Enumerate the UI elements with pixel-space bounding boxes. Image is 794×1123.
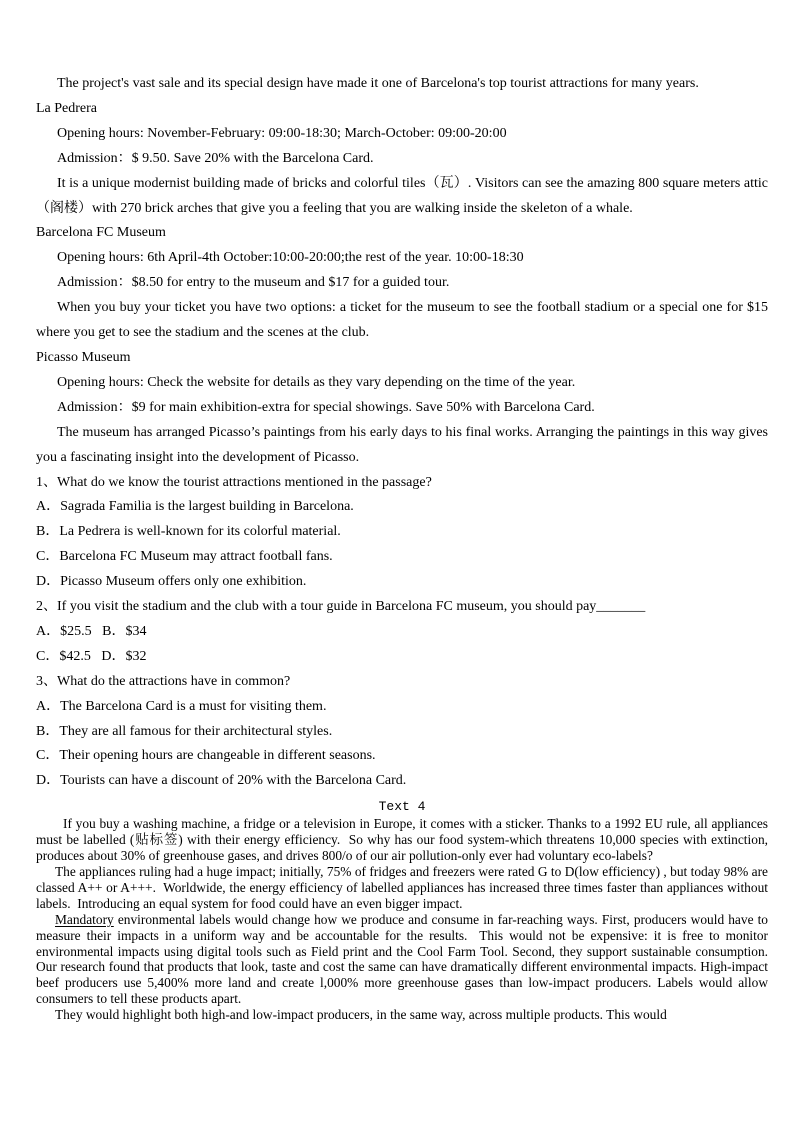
attraction-name-barcelona-fc-museum: Barcelona FC Museum <box>36 225 166 241</box>
text4-paragraph-3 <box>36 911 772 1007</box>
question-3-option-a: A．The Barcelona Card is a must for visiting them. <box>36 698 327 714</box>
attraction-admission: Admission：$ 9.50. Save 20% with the Barcelona Card. <box>57 150 374 166</box>
question-2-stem <box>36 595 768 620</box>
question-2-options-cd: C．$42.5 D．$32 <box>36 648 147 664</box>
text4-paragraph-2: The appliances ruling had a huge impact; initially, 75% of fridges and freezers were rated G to D(low efficiency) , but today 98% are classed A++ or A+++. Worldwide, the energy efficiency of labelled appliances has increased three times faster than appliances without labels. Introducing an equal system for food could have an even bigger impact. <box>36 864 772 911</box>
attraction-admission: Admission：$8.50 for entry to the museum and $17 for a guided tour. <box>57 275 450 291</box>
question-3-stem <box>36 670 768 695</box>
attraction-description: When you buy your ticket you have two options: a ticket for the museum to see the football stadium or a special one for $15 where you get to see the stadium and the scenes at the club. <box>36 300 772 341</box>
attraction-description: The museum has arranged Picasso’s paintings from his early days to his final works. Arranging the paintings in this way gives you a fascinating insight into the development of Picasso. <box>36 424 772 465</box>
passage-intro: The project's vast sale and its special design have made it one of Barcelona's top tourist attractions for many years. <box>57 76 699 91</box>
attraction-description: It is a unique modernist building made of bricks and colorful tiles（瓦）. Visitors can see the amazing 800 square meters attic（阁楼）with 270 brick arches that give you a feeling that you are walking inside the skeleton of a whale. <box>36 175 768 216</box>
underlined-word-mandatory: Mandatory <box>55 911 114 927</box>
attraction-name-picasso-museum: Picasso Museum <box>36 349 131 365</box>
question-1-option-c: C．Barcelona FC Museum may attract football fans. <box>36 549 333 565</box>
attraction-admission: Admission：$9 for main exhibition-extra for special showings. Save 50% with Barcelona Card. <box>57 399 595 415</box>
text4-paragraph-1: If you buy a washing machine, a fridge or a television in Europe, it comes with a sticker. Thanks to a 1992 EU rule, all appliances must be labelled (贴标签) with their energy efficiency. So why has our food system-which threatens 10,000 species with extinction, produces about 30% of greenhouse gases, and drives 800/o of our air pollution-only ever had voluntary eco-labels? <box>36 816 772 864</box>
question-1-option-a: A．Sagrada Familia is the largest building in Barcelona. <box>36 499 354 515</box>
question-1-option-b: B．La Pedrera is well-known for its colorful material. <box>36 524 341 540</box>
question-3-option-b: B．They are all famous for their architectural styles. <box>36 723 333 739</box>
question-text: What do we know the tourist attractions mentioned in the passage? <box>57 474 432 490</box>
attraction-opening-hours: Opening hours: November-February: 09:00-18:30; March-October: 09:00-20:00 <box>57 125 507 141</box>
text4-title: Text 4 <box>378 799 426 815</box>
question-text: What do the attractions have in common? <box>57 673 291 689</box>
question-text: If you visit the stadium and the club with a tour guide in Barcelona FC museum, you should pay_______ <box>57 599 646 615</box>
question-1-stem <box>36 471 768 496</box>
question-1-option-d: D．Picasso Museum offers only one exhibition. <box>36 574 307 590</box>
question-2-options-ab: A．$25.5 B．$34 <box>36 623 147 639</box>
text4-paragraph-3-rest: environmental labels would change how we produce and consume in far-reaching ways. First, producers would have to measure their impacts in a uniform way and be accountable for the results. This would not be expensive: it is free to monitor environmental impacts using digital tools such as Field print and the Cool Farm Tool. Second, they support sustainable consumption. Our research found that products that look, taste and cost the same can have dramatically different environmental impacts. High-impact beef producers use 5,400% more land and create l,000% more greenhouse gases than low-impact producers. Labels would allow consumers to tell these products apart. <box>36 911 772 1007</box>
question-number: 2、 <box>36 599 57 615</box>
attraction-name-la-pedrera: La Pedrera <box>36 100 98 116</box>
attraction-opening-hours: Opening hours: Check the website for details as they vary depending on the time of the year. <box>57 374 576 390</box>
question-3-option-c: C．Their opening hours are changeable in different seasons. <box>36 748 376 764</box>
question-number: 3、 <box>36 673 57 689</box>
question-number: 1、 <box>36 474 57 490</box>
attraction-opening-hours: Opening hours: 6th April-4th October:10:00-20:00;the rest of the year. 10:00-18:30 <box>57 250 524 266</box>
text4-paragraph-4: They would highlight both high-and low-impact producers, in the same way, across multiple products. This would <box>55 1007 667 1023</box>
question-3-option-d: D．Tourists can have a discount of 20% with the Barcelona Card. <box>36 773 407 789</box>
